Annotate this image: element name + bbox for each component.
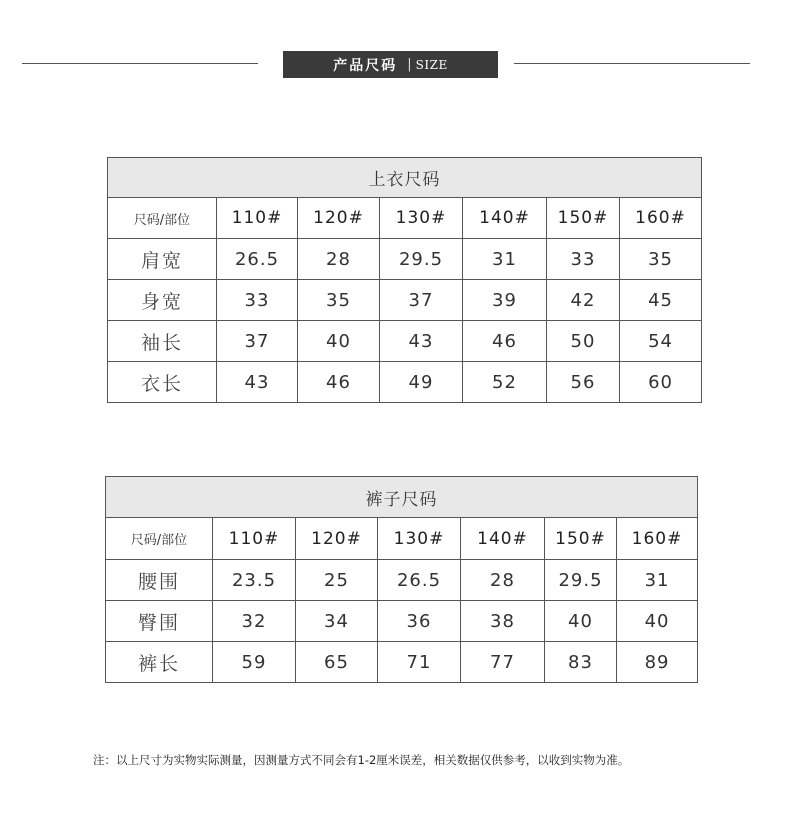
value-cell: 26.5 — [378, 560, 461, 601]
table-row — [106, 601, 698, 642]
value-cell: 37 — [217, 321, 298, 362]
value-cell: 52 — [463, 362, 547, 403]
value-cell: 65 — [296, 642, 378, 683]
table-title: 裤子尺码 — [106, 477, 698, 518]
value-cell: 59 — [213, 642, 296, 683]
part-label: 衣长 — [108, 362, 217, 403]
value-cell: 38 — [461, 601, 545, 642]
value-cell: 33 — [547, 239, 620, 280]
value-cell: 29.5 — [545, 560, 617, 601]
size-header: 140# — [463, 198, 547, 239]
value-cell: 77 — [461, 642, 545, 683]
value-cell: 43 — [217, 362, 298, 403]
size-header: 120# — [298, 198, 380, 239]
value-cell: 40 — [545, 601, 617, 642]
part-label: 身宽 — [108, 280, 217, 321]
value-cell: 54 — [620, 321, 702, 362]
value-cell: 31 — [617, 560, 698, 601]
corner-label: 尺码/部位 — [108, 198, 217, 239]
size-header: 160# — [620, 198, 702, 239]
size-header: 140# — [461, 518, 545, 560]
value-cell: 26.5 — [217, 239, 298, 280]
divider-left — [22, 63, 258, 64]
part-label: 腰围 — [106, 560, 213, 601]
banner-title-en: SIZE — [415, 57, 448, 72]
table-row — [108, 321, 702, 362]
value-cell: 31 — [463, 239, 547, 280]
table-row — [108, 362, 702, 403]
size-header: 130# — [378, 518, 461, 560]
value-cell: 42 — [547, 280, 620, 321]
value-cell: 23.5 — [213, 560, 296, 601]
value-cell: 56 — [547, 362, 620, 403]
part-label: 肩宽 — [108, 239, 217, 280]
size-header: 110# — [217, 198, 298, 239]
value-cell: 33 — [217, 280, 298, 321]
value-cell: 40 — [617, 601, 698, 642]
table-row — [106, 642, 698, 683]
value-cell: 89 — [617, 642, 698, 683]
banner-title-cn: 产品尺码 — [333, 57, 398, 74]
table-row — [108, 239, 702, 280]
value-cell: 25 — [296, 560, 378, 601]
part-label: 臀围 — [106, 601, 213, 642]
corner-label: 尺码/部位 — [106, 518, 213, 560]
bottom-size-table — [105, 476, 698, 683]
value-cell: 29.5 — [380, 239, 463, 280]
value-cell: 28 — [461, 560, 545, 601]
size-header: 110# — [213, 518, 296, 560]
value-cell: 40 — [298, 321, 380, 362]
size-banner — [283, 51, 498, 78]
part-label: 袖长 — [108, 321, 217, 362]
size-header: 120# — [296, 518, 378, 560]
value-cell: 49 — [380, 362, 463, 403]
value-cell: 35 — [620, 239, 702, 280]
table-row — [108, 280, 702, 321]
table-row — [106, 560, 698, 601]
value-cell: 46 — [463, 321, 547, 362]
value-cell: 32 — [213, 601, 296, 642]
size-header: 160# — [617, 518, 698, 560]
size-header: 130# — [380, 198, 463, 239]
value-cell: 35 — [298, 280, 380, 321]
value-cell: 43 — [380, 321, 463, 362]
value-cell: 50 — [547, 321, 620, 362]
value-cell: 37 — [380, 280, 463, 321]
value-cell: 45 — [620, 280, 702, 321]
measurement-note: 注：以上尺寸为实物实际测量，因测量方式不同会有1-2厘米误差，相关数据仅供参考，以收到实物为准。 — [93, 753, 630, 767]
table-title: 上衣尺码 — [108, 158, 702, 198]
value-cell: 46 — [298, 362, 380, 403]
divider-right — [514, 63, 750, 64]
value-cell: 34 — [296, 601, 378, 642]
value-cell: 36 — [378, 601, 461, 642]
part-label: 裤长 — [106, 642, 213, 683]
value-cell: 39 — [463, 280, 547, 321]
banner-separator: | — [407, 57, 412, 72]
value-cell: 83 — [545, 642, 617, 683]
value-cell: 60 — [620, 362, 702, 403]
value-cell: 71 — [378, 642, 461, 683]
size-header: 150# — [545, 518, 617, 560]
value-cell: 28 — [298, 239, 380, 280]
size-header: 150# — [547, 198, 620, 239]
top-size-table — [107, 157, 702, 403]
